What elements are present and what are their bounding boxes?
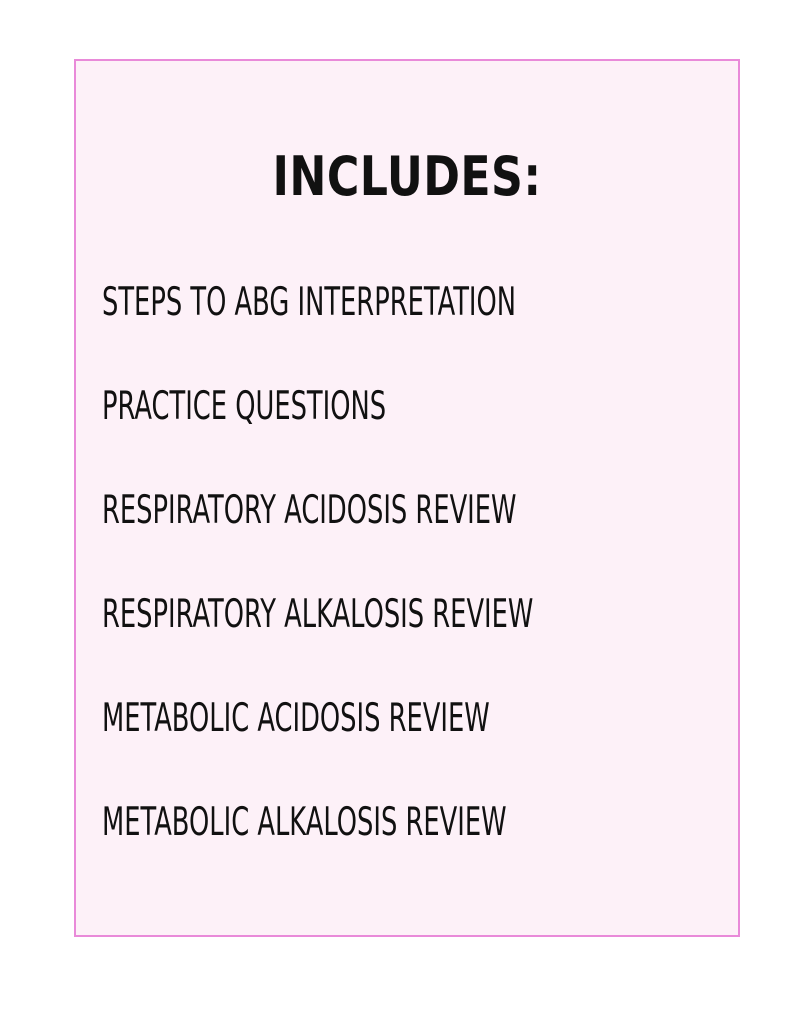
- includes-list: [102, 251, 756, 875]
- list-item: METABOLIC ACIDOSIS REVIEW: [102, 696, 490, 741]
- list-item: PRACTICE QUESTIONS: [102, 384, 387, 429]
- list-item: STEPS TO ABG INTERPRETATION: [102, 280, 517, 325]
- list-item: RESPIRATORY ACIDOSIS REVIEW: [102, 488, 517, 533]
- list-item: RESPIRATORY ALKALOSIS REVIEW: [102, 592, 534, 637]
- includes-card: [74, 59, 740, 937]
- page-title: INCLUDES:: [272, 145, 542, 208]
- list-item: METABOLIC ALKALOSIS REVIEW: [102, 800, 507, 845]
